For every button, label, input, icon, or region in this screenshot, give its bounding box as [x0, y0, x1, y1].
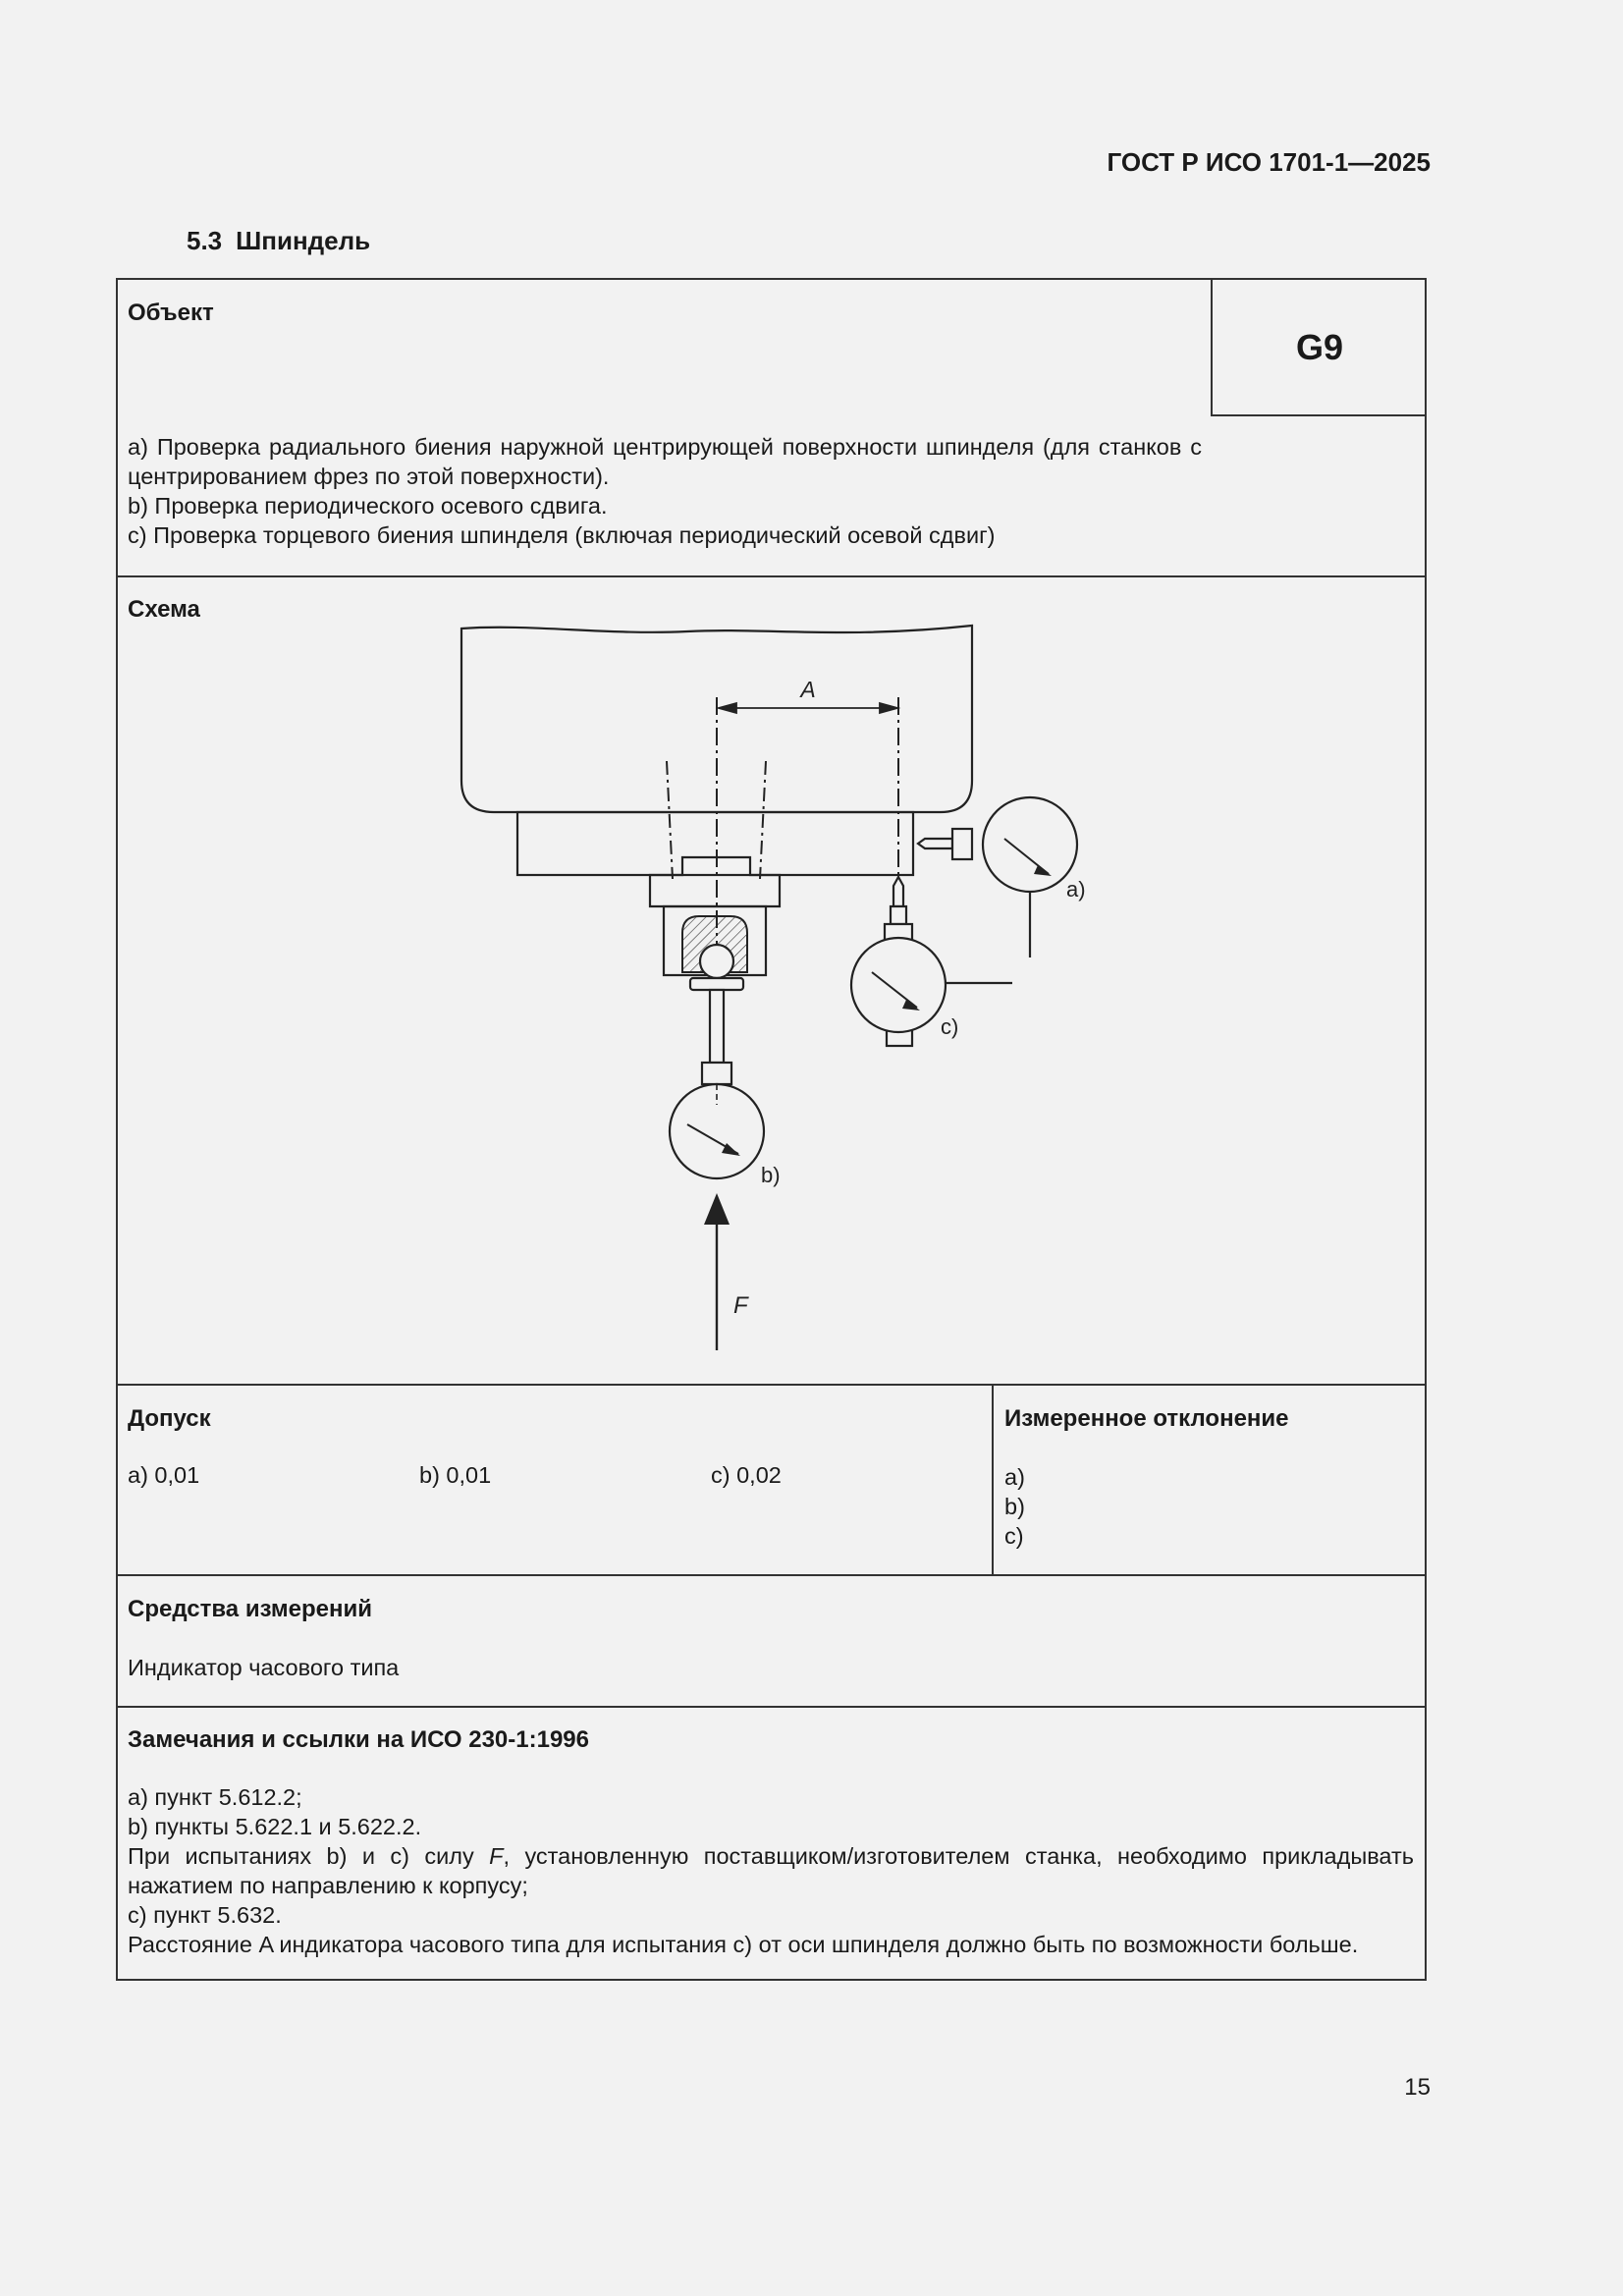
- dim-arrow-left: [719, 703, 736, 713]
- indicator-a-label: a): [1066, 877, 1086, 902]
- instruments-label: Средства измерений: [128, 1596, 373, 1622]
- a-tip: [918, 839, 952, 848]
- c-tip: [893, 877, 903, 906]
- spindle-flange: [517, 812, 913, 875]
- dim-arrow-right: [880, 703, 897, 713]
- indicator-a: [983, 797, 1077, 892]
- notes-line-5: Расстояние A индикатора часового типа для испытания c) от оси шпинделя должно быть по возможности больше.: [128, 1932, 1359, 1957]
- test-table: [116, 278, 1427, 1981]
- spindle-head: [461, 626, 972, 812]
- page-number: 15: [1404, 2074, 1431, 2101]
- b-stem: [710, 990, 724, 1063]
- divider-tolerance: [118, 1384, 1425, 1386]
- test-code: G9: [1295, 326, 1344, 367]
- force-arrowhead: [704, 1193, 730, 1225]
- taper-line-right: [760, 761, 766, 879]
- deviation-c: c): [1004, 1523, 1024, 1549]
- indicator-c-label: c): [941, 1014, 959, 1039]
- tolerance-label: Допуск: [128, 1405, 211, 1432]
- b-neck: [702, 1063, 731, 1084]
- notes-line-3: [128, 1841, 1414, 1900]
- notes-body: [128, 1782, 1414, 1959]
- scheme-diagram: [118, 280, 1425, 1979]
- deviation-a: a): [1004, 1464, 1025, 1490]
- notes-line-4: c) пункт 5.632.: [128, 1902, 282, 1928]
- instruments-text: Индикатор часового типа: [128, 1655, 400, 1680]
- section-number: 5.3: [187, 226, 223, 255]
- notes-line-2: b) пункты 5.622.1 и 5.622.2.: [128, 1814, 422, 1839]
- object-item-a: a) Проверка радиального биения наружной центрирующей поверхности шпинделя (для станков с центрированием фрез по этой поверхности).: [128, 434, 1202, 489]
- contact-ball: [700, 945, 733, 978]
- deviation-b: b): [1004, 1494, 1025, 1519]
- taper-line-left: [667, 761, 673, 879]
- divider-notes: [118, 1706, 1425, 1708]
- notes-line-3-start: При испытаниях b) и c) силу: [128, 1843, 490, 1869]
- force-label: F: [733, 1292, 748, 1319]
- notes-label: Замечания и ссылки на ИСО 230-1:1996: [128, 1726, 589, 1753]
- section-name: Шпиндель: [236, 226, 371, 255]
- tool-holder: [650, 857, 780, 906]
- notes-line-3-end: , установленную поставщиком/изготовителем станка, необходимо прикладывать нажатием по направлению к корпусу;: [128, 1843, 1414, 1898]
- a-left-lug: [952, 829, 972, 859]
- dimension-label-a: A: [800, 677, 816, 702]
- divider-instruments: [118, 1574, 1425, 1576]
- section-title: [187, 226, 370, 256]
- b-collar: [690, 978, 743, 990]
- object-item-c: c) Проверка торцевого биения шпинделя (включая периодический осевой сдвиг): [128, 522, 996, 548]
- tolerance-c: c) 0,02: [711, 1462, 782, 1488]
- divider-deviation: [992, 1384, 994, 1574]
- notes-force-var: F: [489, 1843, 504, 1869]
- scheme-label: Схема: [128, 596, 200, 623]
- tolerance-b: b) 0,01: [419, 1462, 492, 1488]
- tolerance-a: a) 0,01: [128, 1462, 200, 1488]
- object-label: Объект: [128, 300, 214, 326]
- object-item-b: b) Проверка периодического осевого сдвига.: [128, 493, 608, 519]
- notes-line-1: a) пункт 5.612.2;: [128, 1784, 302, 1810]
- document-code: ГОСТ Р ИСО 1701-1—2025: [1107, 147, 1431, 177]
- deviation-label: Измеренное отклонение: [1004, 1405, 1289, 1432]
- indicator-b-label: b): [761, 1163, 781, 1187]
- c-stem: [891, 906, 906, 924]
- indicator-c: [851, 938, 946, 1032]
